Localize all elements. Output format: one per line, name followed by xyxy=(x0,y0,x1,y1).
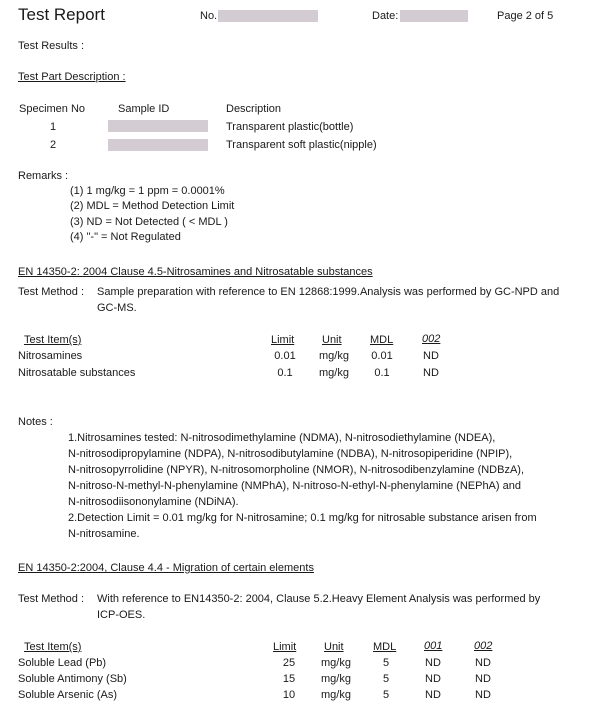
specimen-no-header: Specimen No xyxy=(19,103,86,115)
col-header-mdl: MDL xyxy=(370,334,394,346)
table-row-unit: mg/kg xyxy=(321,689,351,701)
remark-item: (4) "-" = Not Regulated xyxy=(70,231,181,243)
table-row-unit: mg/kg xyxy=(321,673,351,685)
table-row-mdl: 5 xyxy=(382,673,390,685)
note-line: 1.Nitrosamines tested: N-nitrosodimethylamine (NDMA), N-nitrosodiethylamine (NDEA), xyxy=(68,432,496,444)
test-method-label: Test Method : xyxy=(18,593,85,605)
remark-item: (3) ND = Not Detected ( < MDL ) xyxy=(70,216,228,228)
remark-item: (1) 1 mg/kg = 1 ppm = 0.0001% xyxy=(70,185,225,197)
table-row-mdl: 5 xyxy=(382,657,390,669)
table-row-unit: mg/kg xyxy=(319,350,349,362)
note-line: N-nitrosodiisononylamine (NDiNA). xyxy=(68,496,239,508)
table-row-item: Soluble Antimony (Sb) xyxy=(18,673,127,685)
redacted-sample-id xyxy=(108,120,208,132)
test-method-text: Sample preparation with reference to EN 12868:1999.Analysis was performed by GC-NPD and xyxy=(97,286,560,298)
specimen-description: Transparent plastic(bottle) xyxy=(226,121,354,133)
test-method-text: With reference to EN14350-2: 2004, Clause 5.2.Heavy Element Analysis was performed by xyxy=(97,593,541,605)
table-row-result-001: ND xyxy=(425,657,441,669)
col-header-unit: Unit xyxy=(324,641,344,653)
table-row-limit: 25 xyxy=(282,657,296,669)
specimen-description: Transparent soft plastic(nipple) xyxy=(226,139,377,151)
section-heading-nitrosamines: EN 14350-2: 2004 Clause 4.5-Nitrosamines and Nitrosatable substances xyxy=(18,266,373,278)
report-title: Test Report xyxy=(18,5,105,24)
table-row-result-001: ND xyxy=(425,689,441,701)
note-line: 2.Detection Limit = 0.01 mg/kg for N-nitrosamine; 0.1 mg/kg for nitrosable substance arisen from xyxy=(68,512,537,524)
col-header-test-items: Test Item(s) xyxy=(24,334,82,346)
test-results-label: Test Results : xyxy=(18,40,85,52)
notes-label: Notes : xyxy=(18,416,53,428)
table-row-item: Nitrosamines xyxy=(18,350,83,362)
table-row-unit: mg/kg xyxy=(321,657,351,669)
remarks-label: Remarks : xyxy=(18,170,69,182)
table-row-item: Soluble Arsenic (As) xyxy=(18,689,118,701)
redacted-report-date xyxy=(400,10,468,22)
table-row-item: Soluble Lead (Pb) xyxy=(18,657,107,669)
col-header-limit: Limit xyxy=(273,641,297,653)
table-row-result-002: ND xyxy=(475,689,491,701)
table-row-limit: 10 xyxy=(282,689,296,701)
specimen-no: 1 xyxy=(50,121,57,133)
remark-item: (2) MDL = Method Detection Limit xyxy=(70,200,235,212)
table-row-item: Nitrosatable substances xyxy=(18,367,136,379)
table-row-limit: 15 xyxy=(282,673,296,685)
col-header-sample-001: 001 xyxy=(424,640,443,652)
col-header-unit: Unit xyxy=(322,334,342,346)
description-header: Description xyxy=(226,103,282,115)
table-row-result: ND xyxy=(423,367,439,379)
note-line: N-nitroso-N-methyl-N-phenylamine (NMPhA), N-nitroso-N-ethyl-N-phenylamine (NEPhA) and xyxy=(68,480,521,492)
table-row-result: ND xyxy=(423,350,439,362)
table-row-result-002: ND xyxy=(475,673,491,685)
col-header-sample-002: 002 xyxy=(422,333,441,345)
note-line: N-nitrosamine. xyxy=(68,528,140,540)
table-row-result-002: ND xyxy=(475,657,491,669)
test-method-label: Test Method : xyxy=(18,286,85,298)
col-header-sample-002: 002 xyxy=(474,640,493,652)
report-number-label: No. xyxy=(200,10,218,22)
table-row-mdl: 0.01 xyxy=(371,350,393,362)
note-line: N-nitrosopyrrolidine (NPYR), N-nitrosomorpholine (NMOR), N-nitrosodibenzylamine (NDBzA), xyxy=(68,464,525,476)
part-description-heading: Test Part Description : xyxy=(18,71,126,83)
test-method-text: GC-MS. xyxy=(97,302,137,314)
table-row-unit: mg/kg xyxy=(319,367,349,379)
specimen-no: 2 xyxy=(50,139,57,151)
test-method-text: ICP-OES. xyxy=(97,609,146,621)
redacted-sample-id xyxy=(108,139,208,151)
note-line: N-nitrosodipropylamine (NDPA), N-nitrosodibutylamine (NDBA), N-nitrosopiperidine (NPIP), xyxy=(68,448,513,460)
table-row-mdl: 0.1 xyxy=(374,367,390,379)
report-date-label: Date: xyxy=(372,10,399,22)
col-header-limit: Limit xyxy=(271,334,295,346)
col-header-test-items: Test Item(s) xyxy=(24,641,82,653)
col-header-mdl: MDL xyxy=(373,641,397,653)
section-heading-migration: EN 14350-2:2004, Clause 4.4 - Migration of certain elements xyxy=(18,562,314,574)
table-row-mdl: 5 xyxy=(382,689,390,701)
sample-id-header: Sample ID xyxy=(118,103,170,115)
table-row-result-001: ND xyxy=(425,673,441,685)
redacted-report-number xyxy=(218,10,318,22)
table-row-limit: 0.01 xyxy=(274,350,296,362)
table-row-limit: 0.1 xyxy=(277,367,293,379)
page-indicator: Page 2 of 5 xyxy=(497,10,554,22)
